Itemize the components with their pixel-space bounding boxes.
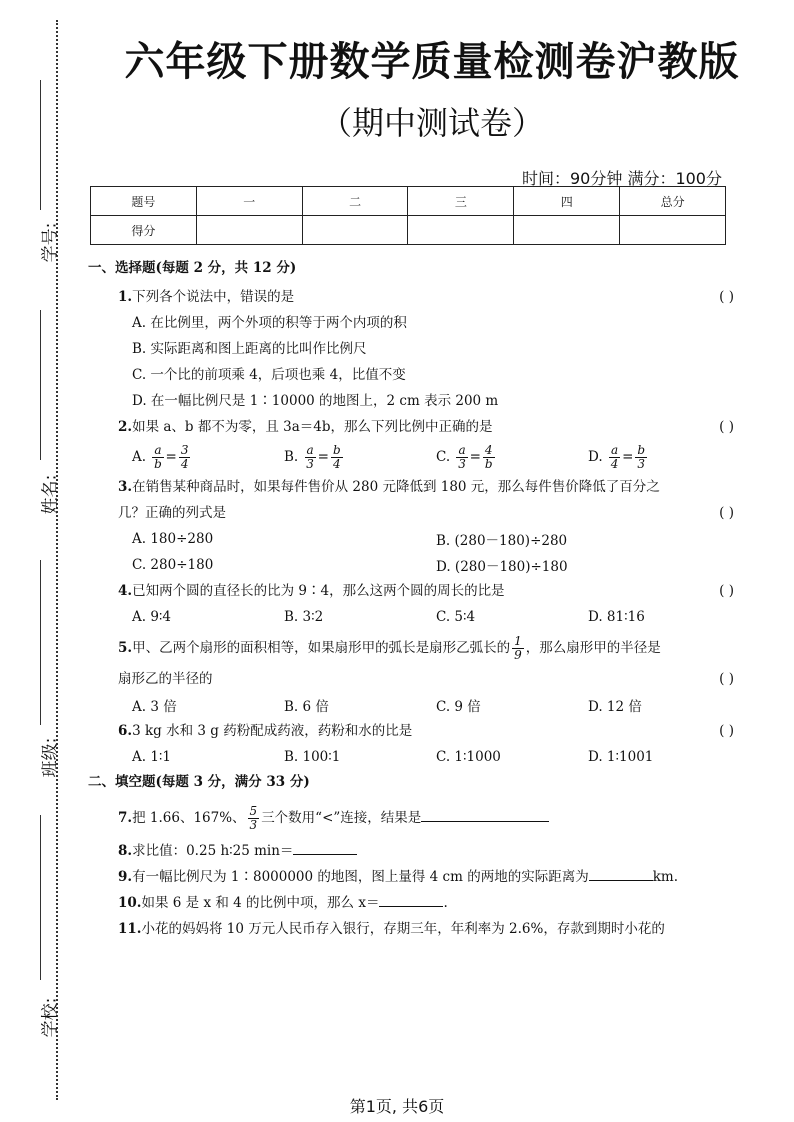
option-a: A. 3 倍 bbox=[132, 699, 177, 715]
question-number: 3. bbox=[118, 479, 133, 495]
answer-bracket[interactable]: ( ) bbox=[719, 505, 734, 521]
question-text: 小花的妈妈将 10 万元人民币存入银行，存期三年，年利率为 2.6%，存款到期时小花的 bbox=[141, 921, 665, 937]
question-8 bbox=[90, 838, 740, 864]
student-id-field[interactable] bbox=[22, 80, 61, 280]
student-id-label: 学号: bbox=[40, 222, 61, 263]
question-text: 三个数用“<”连接，结果是 bbox=[261, 810, 422, 826]
options-row bbox=[90, 526, 740, 552]
option-d: D. (280－180)÷180 bbox=[436, 559, 568, 575]
binding-sidebar bbox=[0, 0, 70, 1122]
fraction: $\frac{1}{9}$ bbox=[514, 634, 522, 662]
question-10: 10.如果 6 是 x 和 4 的比例中项，那么 x＝ . bbox=[90, 890, 740, 916]
options-row bbox=[90, 440, 740, 474]
table-row-label: 得分 bbox=[91, 216, 197, 245]
option-c: C. 9 倍 bbox=[436, 699, 481, 715]
option-d: D. $\frac{a}{4}$ = $\frac{b}{3}$ bbox=[588, 442, 646, 471]
option-b: B. 实际距离和图上距离的比叫作比例尺 bbox=[132, 341, 367, 357]
score-cell[interactable] bbox=[196, 216, 302, 245]
question-3-cont bbox=[90, 500, 740, 526]
option-c: C. $\frac{a}{3}$ = $\frac{4}{b}$ bbox=[436, 442, 493, 471]
table-header-cell: 总分 bbox=[620, 187, 726, 216]
options-row bbox=[90, 744, 740, 770]
question-number: 10. bbox=[118, 895, 142, 911]
table-header-cell: 二 bbox=[302, 187, 408, 216]
question-number: 1. bbox=[118, 289, 133, 305]
question-number: 2. bbox=[118, 419, 133, 435]
question-9 bbox=[90, 864, 740, 890]
option-c: C. 1∶1000 bbox=[436, 749, 501, 765]
table-header-cell: 一 bbox=[196, 187, 302, 216]
option-d: D. 1∶1001 bbox=[588, 749, 654, 765]
section-heading: 二、填空题(每题 3 分，满分 33 分) bbox=[88, 774, 310, 790]
question-text: 如果 6 是 x 和 4 的比例中项，那么 x＝ bbox=[141, 895, 380, 911]
class-field[interactable] bbox=[22, 560, 61, 780]
answer-bracket[interactable]: ( ) bbox=[719, 289, 734, 305]
option-c: C. 280÷180 bbox=[132, 557, 214, 573]
option-d: D. 81∶16 bbox=[588, 609, 645, 625]
score-table-header-row bbox=[91, 187, 726, 216]
answer-bracket[interactable]: ( ) bbox=[719, 419, 734, 435]
question-4 bbox=[90, 578, 740, 604]
option-a: A. 180÷280 bbox=[132, 531, 214, 547]
table-header-cell: 题号 bbox=[91, 187, 197, 216]
question-6 bbox=[90, 718, 740, 744]
page-subtitle: （期中测试卷） bbox=[319, 104, 544, 142]
class-label: 班级: bbox=[40, 737, 61, 778]
score-table-score-row bbox=[91, 216, 726, 245]
page-number: 第1页, 共6页 bbox=[349, 1097, 445, 1116]
question-5 bbox=[90, 630, 740, 666]
question-number: 6. bbox=[118, 723, 133, 739]
score-cell[interactable] bbox=[620, 216, 726, 245]
question-text: 把 1.66、167%、 bbox=[132, 810, 246, 826]
option-b: B. 6 倍 bbox=[284, 699, 329, 715]
option-d: D. 12 倍 bbox=[588, 699, 642, 715]
question-text: 有一幅比例尺为 1∶8000000 的地图，图上量得 4 cm 的两地的实际距离为 bbox=[132, 869, 589, 885]
question-text: 扇形乙的半径的 bbox=[118, 671, 213, 687]
option-c: C. 5∶4 bbox=[436, 609, 476, 625]
question-text: 如果 a、b 都不为零，且 3a＝4b，那么下列比例中正确的是 bbox=[132, 419, 493, 435]
option-b: B. $\frac{a}{3}$ = $\frac{b}{4}$ bbox=[284, 442, 341, 471]
school-field[interactable] bbox=[22, 815, 61, 1045]
cut-line bbox=[56, 20, 58, 1100]
section-heading: 一、选择题(每题 2 分，共 12 分) bbox=[88, 260, 297, 276]
answer-blank[interactable] bbox=[421, 807, 549, 822]
option-a: A. 1∶1 bbox=[132, 749, 172, 765]
options-row bbox=[90, 604, 740, 630]
question-text: 在销售某种商品时，如果每件售价从 280 元降低到 180 元，那么每件售价降低了百分之 bbox=[132, 479, 660, 495]
answer-blank[interactable] bbox=[293, 840, 357, 855]
score-cell[interactable] bbox=[514, 216, 620, 245]
question-number: 7. bbox=[118, 810, 133, 826]
answer-bracket[interactable]: ( ) bbox=[719, 583, 734, 599]
question-number: 9. bbox=[118, 869, 133, 885]
option-b: B. 100∶1 bbox=[284, 749, 341, 765]
score-cell[interactable] bbox=[408, 216, 514, 245]
page-title: 六年级下册数学质量检测卷沪教版 bbox=[124, 39, 740, 85]
school-label: 学校: bbox=[40, 997, 61, 1038]
options-row bbox=[90, 552, 740, 578]
question-2 bbox=[90, 414, 740, 440]
question-text: 3 kg 水和 3 g 药粉配成药液，药粉和水的比是 bbox=[132, 723, 413, 739]
question-number: 4. bbox=[118, 583, 133, 599]
question-text: ，那么扇形甲的半径是 bbox=[525, 640, 661, 656]
time-info: 时间：90分钟 满分：100分 bbox=[522, 169, 722, 188]
question-text: 下列各个说法中，错误的是 bbox=[132, 289, 295, 305]
option-a: A. 在比例里，两个外项的积等于两个内项的积 bbox=[132, 315, 407, 331]
unit-label: km. bbox=[652, 869, 678, 885]
answer-blank[interactable] bbox=[379, 892, 443, 907]
question-number: 11. bbox=[118, 921, 142, 937]
option-c: C. 一个比的前项乘 4，后项也乘 4，比值不变 bbox=[132, 367, 406, 383]
question-text: 几？正确的列式是 bbox=[118, 505, 226, 521]
answer-blank[interactable] bbox=[589, 866, 653, 881]
question-11 bbox=[90, 916, 740, 942]
answer-bracket[interactable]: ( ) bbox=[719, 671, 734, 687]
table-header-cell: 三 bbox=[408, 187, 514, 216]
question-text: 求比值：0.25 h∶25 min＝ bbox=[132, 843, 294, 859]
answer-bracket[interactable]: ( ) bbox=[719, 723, 734, 739]
question-text: 已知两个圆的直径长的比为 9∶4，那么这两个圆的周长的比是 bbox=[132, 583, 505, 599]
question-text: 甲、乙两个扇形的面积相等，如果扇形甲的弧长是扇形乙弧长的 bbox=[132, 640, 511, 656]
option-a: A. 9∶4 bbox=[132, 609, 172, 625]
question-1 bbox=[90, 284, 740, 310]
question-number: 8. bbox=[118, 843, 133, 859]
option-b: B. (280－180)÷280 bbox=[436, 533, 568, 549]
question-3 bbox=[90, 474, 740, 500]
score-table bbox=[90, 186, 726, 245]
score-cell[interactable] bbox=[302, 216, 408, 245]
options-row bbox=[90, 692, 740, 718]
question-number: 5. bbox=[118, 640, 133, 656]
option-b: B. 3∶2 bbox=[284, 609, 324, 625]
option-d: D. 在一幅比例尺是 1∶10000 的地图上，2 cm 表示 200 m bbox=[132, 393, 499, 409]
fraction: $\frac{5}{3}$ bbox=[249, 804, 258, 832]
question-5-cont bbox=[90, 666, 740, 692]
name-label: 姓名: bbox=[40, 474, 61, 515]
option-a: A. $\frac{a}{b}$ = $\frac{3}{4}$ bbox=[132, 442, 189, 471]
question-content bbox=[90, 258, 740, 942]
question-7 bbox=[90, 798, 740, 838]
table-header-cell: 四 bbox=[514, 187, 620, 216]
name-field[interactable] bbox=[22, 310, 61, 530]
